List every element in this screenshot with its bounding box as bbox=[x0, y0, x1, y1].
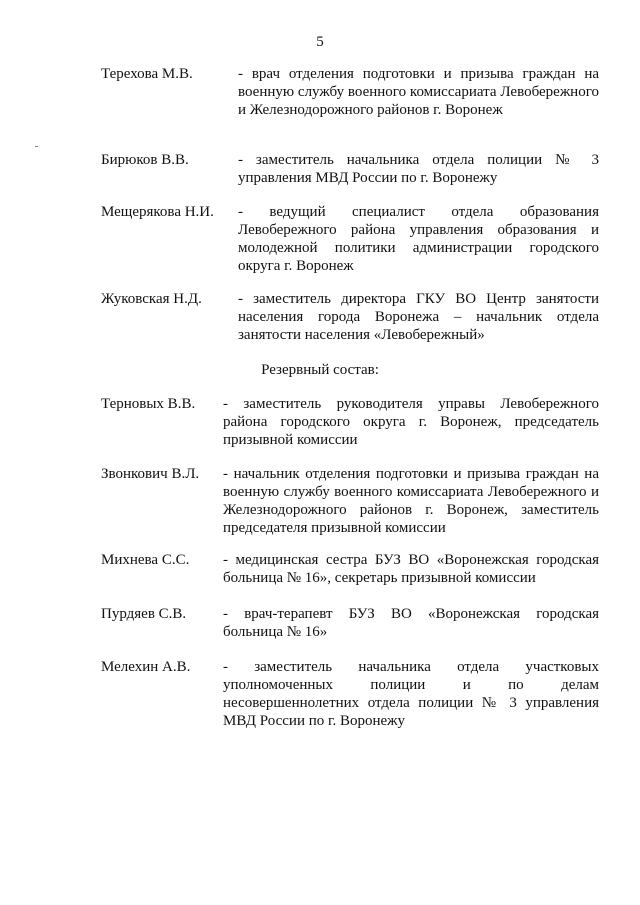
member-name: Мелехин А.В. bbox=[101, 659, 191, 675]
member-description: - ведущий специалист отдела образования Левобережного района управления образования и молодежной политики администрации городского округа г. Воронеж bbox=[238, 204, 599, 274]
page-number: 5 bbox=[316, 34, 324, 50]
member-name: Бирюков В.В. bbox=[101, 152, 189, 168]
member-description: - врач отделения подготовки и призыва граждан на военную службу военного комиссариата Левобережного и Железнодорожного районов г. Воронеж bbox=[238, 66, 599, 118]
member-description: - заместитель руководителя управы Левобережного района городского округа г. Воронеж, председатель призывной комиссии bbox=[223, 396, 599, 448]
reserve-heading: Резервный состав: bbox=[261, 362, 379, 378]
member-name: Михнева С.С. bbox=[101, 552, 190, 568]
member-description: - врач-терапевт БУЗ ВО «Воронежская городская больница № 16» bbox=[223, 606, 599, 640]
member-name: Терехова М.В. bbox=[101, 66, 193, 82]
member-name: Терновых В.В. bbox=[101, 396, 196, 412]
member-name: Пурдяев С.В. bbox=[101, 606, 187, 622]
member-description: - заместитель директора ГКУ ВО Центр занятости населения города Воронежа – начальник отдела занятости населения «Левобережный» bbox=[238, 291, 599, 343]
member-description: - медицинская сестра БУЗ ВО «Воронежская городская больница № 16», секретарь призывной комиссии bbox=[223, 552, 599, 586]
margin-mark bbox=[35, 146, 38, 147]
member-name: Звонкович В.Л. bbox=[101, 466, 200, 482]
member-name: Мещерякова Н.И. bbox=[101, 204, 214, 220]
member-name: Жуковская Н.Д. bbox=[101, 291, 202, 307]
member-description: - заместитель начальника отдела участковых уполномоченных полиции и по делам несовершеннолетних отдела полиции № 3 управления МВД России по г. Воронежу bbox=[223, 659, 599, 729]
member-description: - заместитель начальника отдела полиции № 3 управления МВД России по г. Воронежу bbox=[238, 152, 599, 186]
member-description: - начальник отделения подготовки и призыва граждан на военную службу военного комиссариата Левобережного и Железнодорожного районов г. Воронеж, заместитель председателя призывной комиссии bbox=[223, 466, 599, 536]
